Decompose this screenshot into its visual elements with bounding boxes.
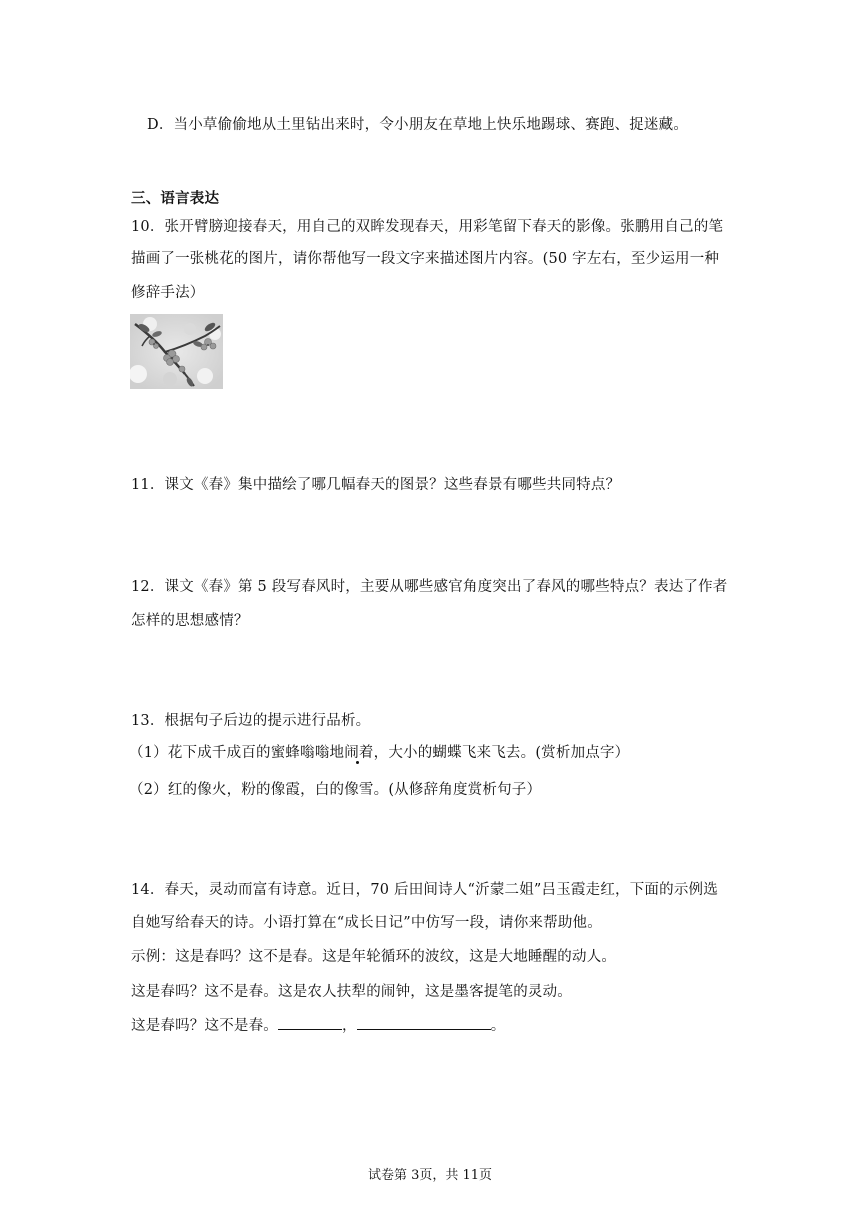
q14-line4: 这是春吗？这不是春。这是农人扶犁的闹钟，这是墨客提笔的灵动。	[131, 984, 572, 1000]
peach-blossom-image	[130, 314, 223, 389]
section-title: 三、语言表达	[131, 190, 220, 207]
option-d: D．当小草偷偷地从土里钻出来时，令小朋友在草地上快乐地踢球、赛跑、捉迷藏。	[147, 117, 689, 133]
q14-line5-comma: ，	[342, 1018, 357, 1034]
q14-line5	[131, 1014, 505, 1035]
q10-line3: 修辞手法）	[131, 285, 205, 301]
q12-line2: 怎样的思想感情？	[131, 613, 249, 629]
page-footer: 试卷第 3页，共 11页	[367, 1168, 493, 1183]
q13-sub2: （2）红的像火，粉的像霞，白的像雪。(从修辞角度赏析句子）	[129, 782, 542, 798]
q10-line1: 10．张开臂膀迎接春天，用自己的双眸发现春天，用彩笔留下春天的影像。张鹏用自己的笔	[131, 219, 724, 235]
q10-line2: 描画了一张桃花的图片，请你帮他写一段文字来描述图片内容。(50 字左右，至少运用一种	[131, 251, 720, 267]
q13-sub1: （1）花下成千成百的蜜蜂嗡嗡地闹着，大小的蝴蝶飞来飞去。(赏析加点字）	[129, 745, 630, 761]
answer-blank-1[interactable]	[278, 1015, 342, 1030]
q14-line5-prefix: 这是春吗？这不是春。	[131, 1018, 278, 1034]
answer-blank-2[interactable]	[357, 1015, 491, 1030]
q12-line1: 12．课文《春》第 5 段写春风时，主要从哪些感官角度突出了春风的哪些特点？表达了作者	[131, 579, 728, 595]
q11-line1: 11．课文《春》集中描绘了哪几幅春天的图景？这些春景有哪些共同特点？	[131, 477, 621, 493]
q14-line2: 自她写给春天的诗。小语打算在“成长日记”中仿写一段，请你来帮助他。	[131, 915, 602, 931]
q14-line5-end: 。	[490, 1018, 506, 1034]
emphasis-dot	[356, 761, 359, 764]
q14-line1: 14．春天，灵动而富有诗意。近日，70 后田间诗人“沂蒙二姐”吕玉霞走红，下面的示例选	[131, 882, 718, 898]
q13-line1: 13．根据句子后边的提示进行品析。	[131, 713, 371, 729]
q14-line3: 示例：这是春吗？这不是春。这是年轮循环的波纹，这是大地睡醒的动人。	[131, 949, 617, 965]
